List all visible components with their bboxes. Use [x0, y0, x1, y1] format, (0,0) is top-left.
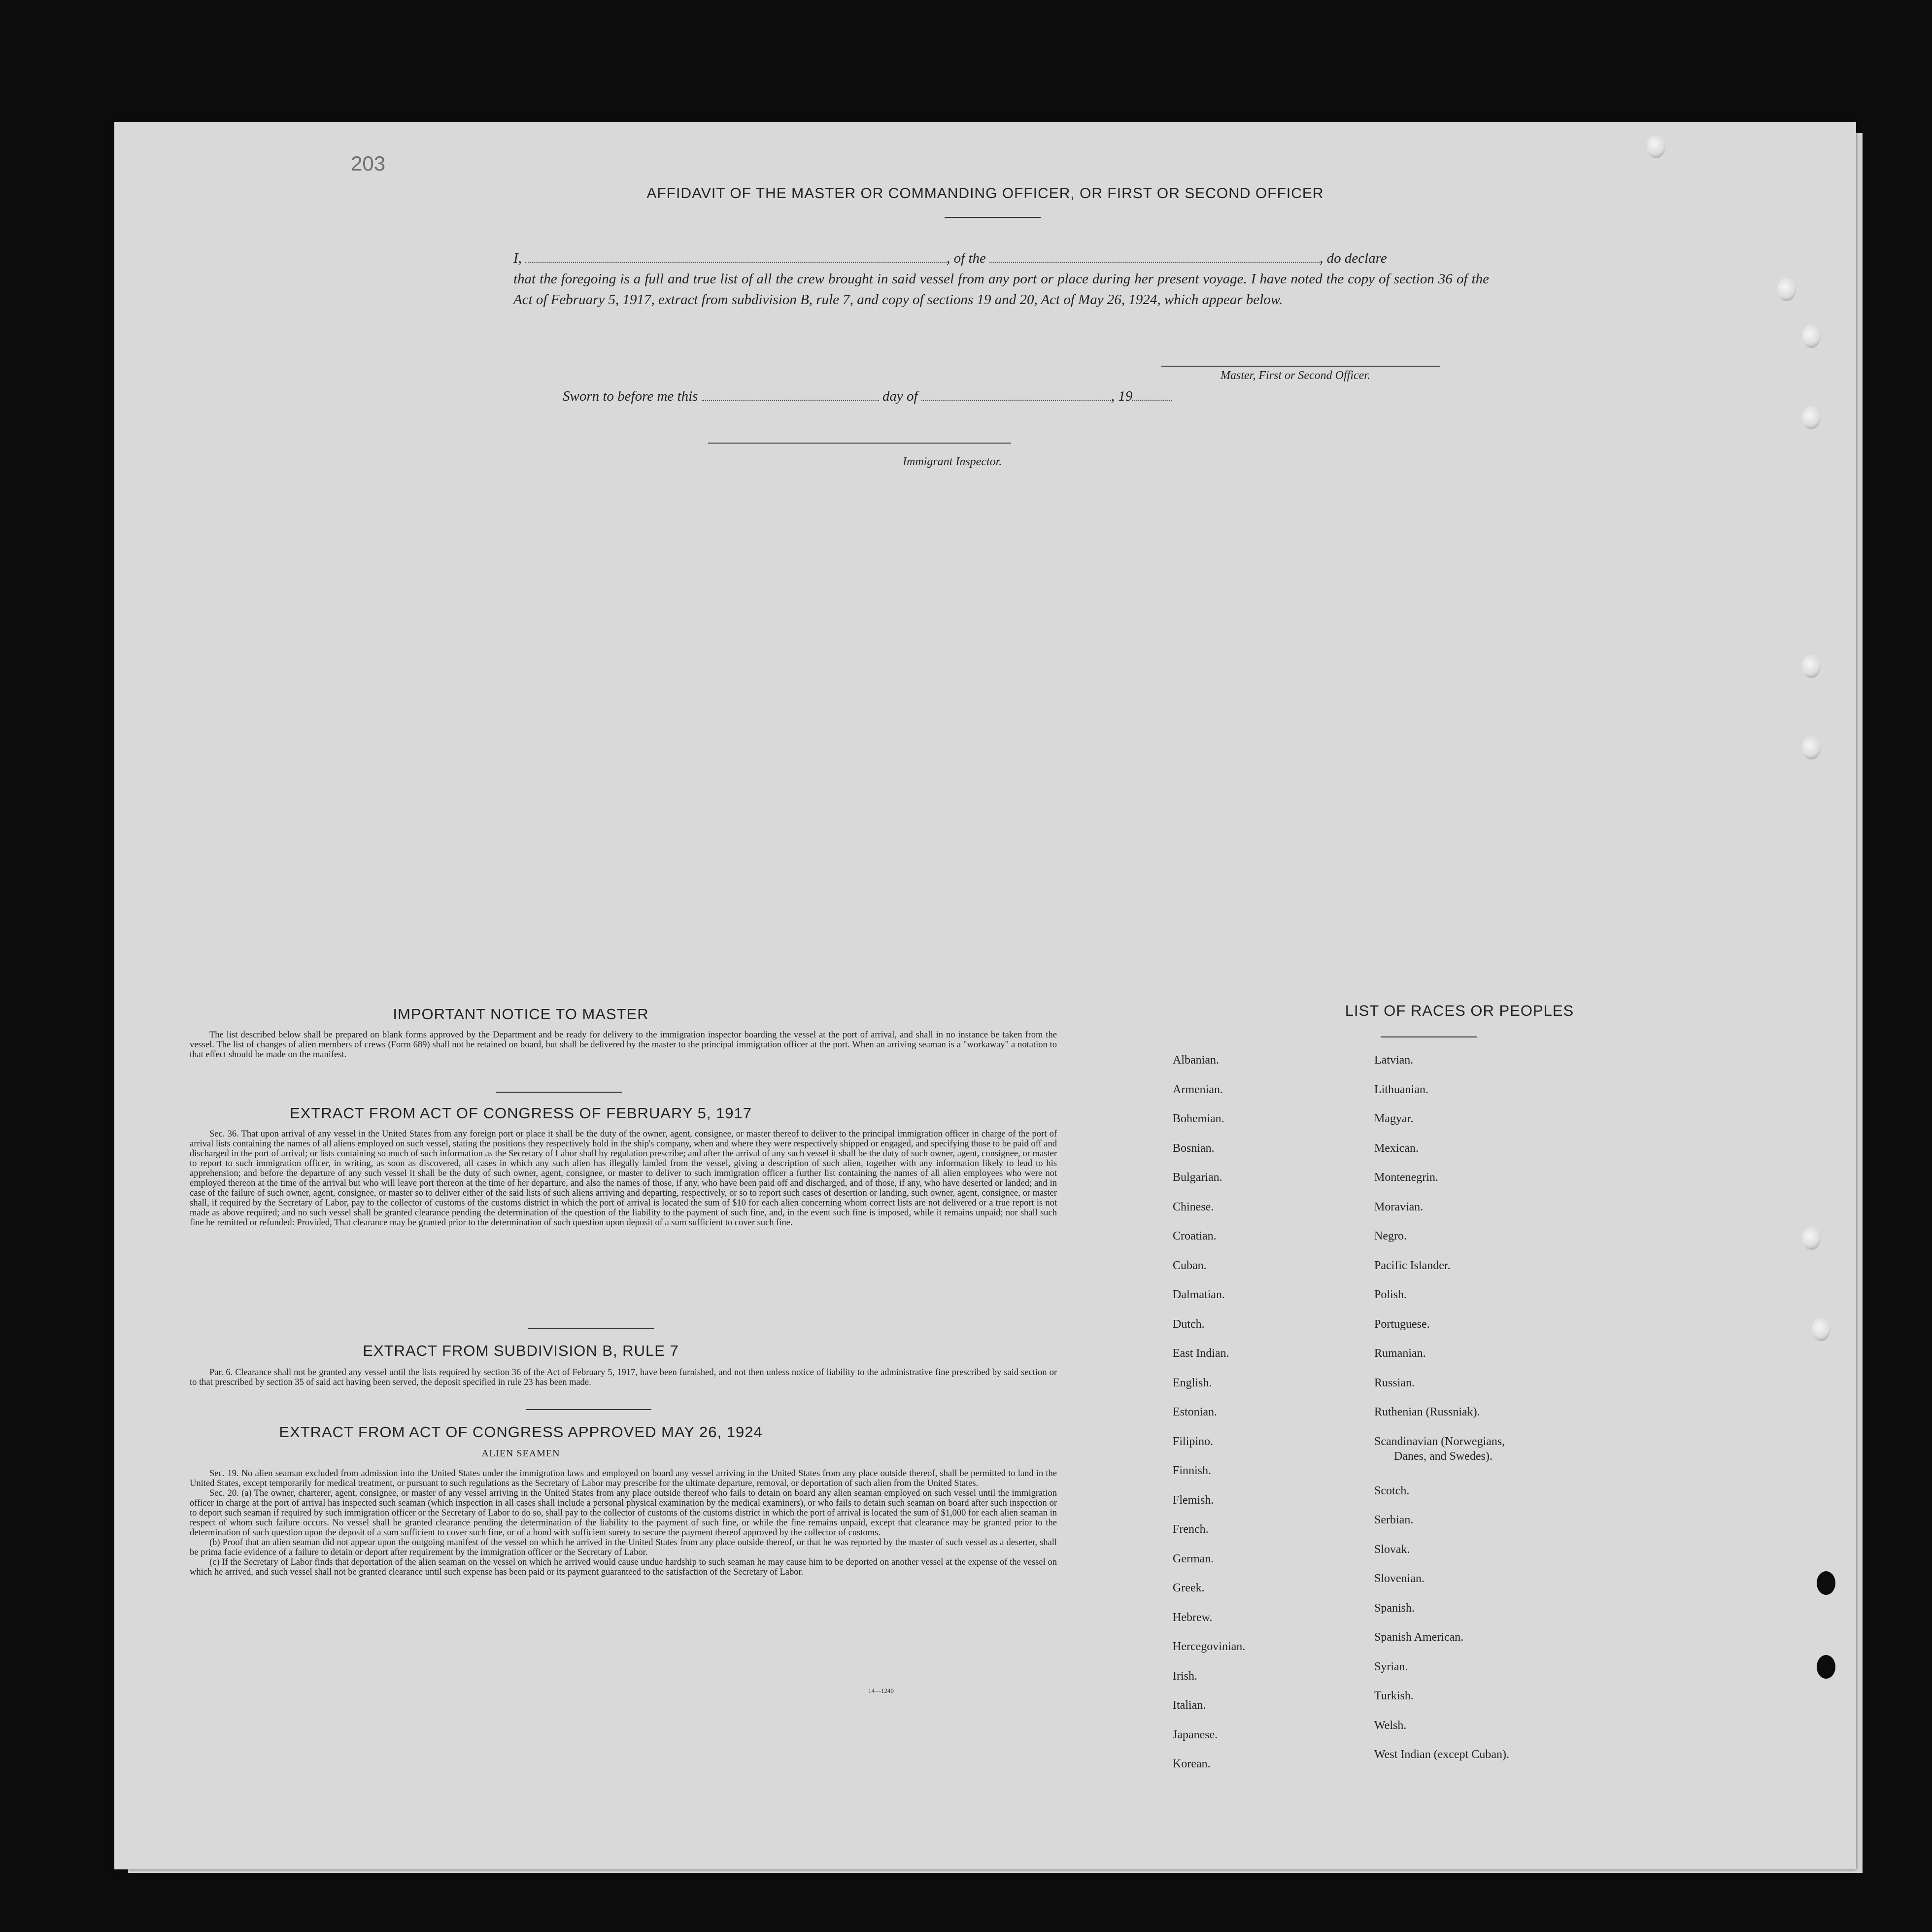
master-signature-line[interactable]: [1161, 366, 1440, 367]
punch-hole: [1817, 1571, 1835, 1595]
races-column-1: [1173, 1054, 1245, 1787]
race-item: Hercegovinian.: [1173, 1640, 1246, 1653]
race-item: West Indian (except Cuban).: [1374, 1748, 1509, 1761]
race-item: Latvian.: [1374, 1054, 1414, 1067]
punch-hole: [1802, 406, 1821, 429]
punch-hole: [1647, 135, 1665, 158]
page-stamp: 203: [351, 152, 386, 175]
race-item: French.: [1173, 1523, 1209, 1536]
race-item: Polish.: [1374, 1288, 1407, 1301]
declarant-prefix: I,: [513, 250, 526, 266]
race-item: Dalmatian.: [1173, 1288, 1225, 1301]
race-item: Serbian.: [1374, 1514, 1414, 1526]
race-item: Magyar.: [1374, 1112, 1414, 1125]
declare-suffix: , do declare: [1320, 250, 1387, 266]
race-item: Turkish.: [1374, 1690, 1414, 1702]
race-item: Italian.: [1173, 1699, 1206, 1712]
punch-hole: [1802, 1226, 1821, 1250]
sworn-line: [563, 388, 1172, 405]
punch-hole: [1802, 324, 1821, 348]
sworn-day-of: day of: [879, 388, 921, 404]
par-6-paragraph: Par. 6. Clearance shall not be granted any vessel until the lists required by section 36 of the Act of February 5, 1917, have been furnished, and not then unless notice of liability to the administrative fine prescribed by said section or to that prescribed by section 35 of said act having been served, the deposit specified in rule 23 has been made.: [190, 1368, 1057, 1387]
sworn-month-field[interactable]: [921, 390, 1111, 401]
sworn-year-prefix: , 19: [1111, 388, 1133, 404]
race-item: Greek.: [1173, 1582, 1205, 1594]
form-number: 14—1240: [868, 1687, 894, 1694]
section-rule: [496, 1092, 622, 1093]
race-item: Russian.: [1374, 1376, 1415, 1389]
race-item: Syrian.: [1374, 1660, 1408, 1673]
affidavit-title: AFFIDAVIT OF THE MASTER OR COMMANDING OFFICER, OR FIRST OR SECOND OFFICER: [646, 185, 1324, 202]
race-item: Mexican.: [1374, 1141, 1419, 1155]
race-item: Finnish.: [1173, 1464, 1212, 1477]
punch-hole: [1817, 1655, 1835, 1679]
section-rule: [528, 1328, 654, 1329]
race-item: Spanish.: [1374, 1601, 1415, 1615]
race-item: English.: [1173, 1376, 1212, 1389]
section-20a-paragraph: Sec. 20. (a) The owner, charterer, agent, consignee, or master of any vessel arriving in the United States from any place outside thereof who fails to detain on board any alien seaman employed on such vessel until the immigration officer in charge at the port of arrival has inspected such seaman (which inspection in all cases shall include a personal physical examination by the medical examiners), or who fails to detain such seaman on board after such inspection or to deport such seaman if required by such immigration officer or the Secretary of Labor to do so, shall pay to the collector of customs of the customs district in which the port of arrival is located the sum of $1,000 for each alien seaman in respect of whom such failure occurs. No vessel shall be granted clearance pending the determination of the liability to the payment of such fine, or while the fine remains unpaid, except that clearance may be granted prior to the determination of such question upon the deposit of a sum sufficient to cover such fine, or of a bond with sufficient surety to secure the payment thereof approved by the collector of customs.: [190, 1488, 1057, 1538]
section-36-paragraph: Sec. 36. That upon arrival of any vessel in the United States from any foreign port or place it shall be the duty of the owner, agent, consignee, or master thereof to deliver to the principal immigration officer in charge of the port of arrival lists containing the names of all aliens employed on such vessel, stating the positions they respectively hold in the ship's company, when and where they were respectively shipped or engaged, and specifying those to be paid off and discharged in the port of arrival; or lists containing so much of such information as the Secretary of Labor shall by regulation prescribe; and after the arrival of any such vessel it shall be the duty of such owner, agent, consignee, or master to report to such immigration officer, in writing, as soon as discovered, all cases in which any such alien has illegally landed from the vessel, giving a description of such alien, together with any information likely to lead to his apprehension; and before the departure of any such vessel it shall be the duty of such owner, agent, consignee, or master to deliver to such immigration officer a further list containing the names of all alien employees who were not employed thereon at the time of the arrival but who will leave port thereon at the time of her departure, and also the names of those, if any, who have been paid off and discharged, and of those, if any, who have deserted or landed; and in case of the failure of such owner, agent, consignee, or master so to deliver either of the said lists of such aliens arriving and departing, respectively, or so to report such cases of desertion or landing, such owner, agent, consignee, or master shall, if required by the Secretary of Labor, pay to the collector of customs of the customs district in which the port of arrival is located the sum of $10 for each alien concerning whom correct lists are not delivered or a true report is not made as above required; and no such vessel shall be granted clearance pending the determination of the question of the liability to the payment of such fine, and, in the event such fine is imposed, while it remains unpaid; nor shall such fine be remitted or refunded: Provided, That clearance may be granted prior to the determination of such question upon deposit of a sum sufficient to cover such fine.: [190, 1129, 1057, 1228]
section-20c-paragraph: (c) If the Secretary of Labor finds that deportation of the alien seaman on the vessel on which he arrived would cause undue hardship to such seaman he may cause him to be deported on another vessel at the expense of the vessel on which he arrived, and such vessel shall not be granted clearance until such expense has been paid or its payment guaranteed to the satisfaction of the Secretary of Labor.: [190, 1557, 1057, 1577]
punch-hole: [1802, 736, 1821, 759]
race-item: Ruthenian (Russniak).: [1374, 1406, 1480, 1418]
race-item: Bosnian.: [1173, 1141, 1215, 1155]
race-item: Japanese.: [1173, 1728, 1218, 1741]
inspector-caption: Immigrant Inspector.: [903, 455, 1002, 468]
sworn-day-field[interactable]: [702, 390, 879, 401]
race-item: Montenegrin.: [1374, 1171, 1438, 1184]
race-item: Flemish.: [1173, 1493, 1214, 1507]
race-item: Bulgarian.: [1173, 1171, 1222, 1184]
extract-1917-text: [190, 1129, 1057, 1228]
race-item: Welsh.: [1374, 1719, 1407, 1732]
race-item: East Indian.: [1173, 1347, 1229, 1360]
extract-1924-text: [190, 1469, 1057, 1577]
extract-rule7-text: [190, 1368, 1057, 1387]
race-item: Chinese.: [1173, 1200, 1214, 1213]
sworn-prefix: Sworn to before me this: [563, 388, 702, 404]
affidavit-text: [513, 248, 1489, 310]
race-item: Portuguese.: [1374, 1317, 1430, 1331]
title-rule: [945, 217, 1041, 218]
punch-hole: [1777, 277, 1796, 301]
races-title-rule: [1381, 1036, 1477, 1037]
race-item: Moravian.: [1374, 1200, 1424, 1213]
race-item: Croatian.: [1173, 1230, 1217, 1242]
race-item: Scotch.: [1374, 1484, 1410, 1497]
master-caption: Master, First or Second Officer.: [1220, 369, 1370, 382]
race-item: Dutch.: [1173, 1317, 1205, 1331]
race-item: Irish.: [1173, 1669, 1197, 1683]
races-column-2: [1374, 1054, 1509, 1778]
race-item: Filipino.: [1173, 1435, 1214, 1448]
sworn-year-field[interactable]: [1132, 390, 1172, 401]
race-item: Slovak.: [1374, 1543, 1410, 1556]
race-item: Spanish American.: [1374, 1631, 1464, 1644]
extract-rule7-title: EXTRACT FROM SUBDIVISION B, RULE 7: [363, 1342, 679, 1359]
section-20b-paragraph: (b) Proof that an alien seaman did not appear upon the outgoing manifest of the vessel on which he arrived in the United States from any place outside thereof, or that he was reported by the master of such vessel as a deserter, shall be prima facie evidence of a failure to detain or deport after requirement by the immigration officer or the Secretary of Labor.: [190, 1538, 1057, 1557]
race-item: Danes, and Swedes).: [1394, 1449, 1492, 1463]
race-item: Scandinavian (Norwegians,: [1374, 1435, 1505, 1448]
declarant-name-field[interactable]: [525, 252, 947, 263]
races-title: LIST OF RACES OR PEOPLES: [1345, 1002, 1574, 1019]
inspector-signature-line[interactable]: [708, 443, 1011, 444]
punch-hole: [1812, 1317, 1830, 1341]
section-rule: [526, 1409, 651, 1410]
race-item: Bohemian.: [1173, 1112, 1224, 1125]
alien-seamen-subtitle: ALIEN SEAMEN: [481, 1448, 560, 1459]
race-item: Estonian.: [1173, 1406, 1217, 1418]
notice-paragraph: The list described below shall be prepared on blank forms approved by the Department and be ready for delivery to the immigration inspector boarding the vessel at the port of arrival, and shall in no instance be taken from the vessel. The list of changes of alien members of crews (Form 689) shall not be retained on board, but shall be delivered by the master to the principal immigration officer at the port. When an arriving seaman is a "workaway" a notation to that effect should be made on the manifest.: [190, 1030, 1057, 1060]
race-item: Negro.: [1374, 1230, 1407, 1242]
declarant-line: [513, 248, 1489, 269]
race-item: Lithuanian.: [1374, 1083, 1428, 1096]
section-19-paragraph: Sec. 19. No alien seaman excluded from admission into the United States under the immigration laws and employed on board any vessel arriving in the United States from any place outside thereof, shall be permitted to land in the United States, except temporarily for medical treatment, or pursuant to such regulations as the Secretary of Labor may prescribe for the ultimate departure, removal, or deportation of such alien from the United States.: [190, 1469, 1057, 1488]
race-item: Slovenian.: [1374, 1572, 1424, 1585]
vessel-name-field[interactable]: [989, 252, 1320, 263]
race-item: German.: [1173, 1552, 1214, 1565]
race-item: Armenian.: [1173, 1083, 1223, 1096]
race-item: Cuban.: [1173, 1259, 1207, 1272]
notice-text: [190, 1030, 1057, 1060]
race-item: Hebrew.: [1173, 1611, 1213, 1624]
extract-1917-title: EXTRACT FROM ACT OF CONGRESS OF FEBRUARY 5, 1917: [289, 1104, 752, 1122]
race-item: Korean.: [1173, 1758, 1211, 1770]
affidavit-statement: that the foregoing is a full and true list of all the crew brought in said vessel from any port or place during her present voyage. I have noted the copy of section 36 of the Act of February 5, 1917, extract from subdivision B, rule 7, and copy of sections 19 and 20, Act of May 26, 1924, which appear below.: [513, 271, 1489, 308]
race-item: Pacific Islander.: [1374, 1259, 1451, 1272]
race-item: Albanian.: [1173, 1054, 1219, 1067]
document-page: [114, 122, 1856, 1869]
extract-1924-title: EXTRACT FROM ACT OF CONGRESS APPROVED MAY 26, 1924: [279, 1423, 763, 1441]
notice-title: IMPORTANT NOTICE TO MASTER: [393, 1005, 649, 1023]
punch-hole: [1802, 655, 1821, 678]
race-item: Rumanian.: [1374, 1347, 1426, 1360]
vessel-prefix: , of the: [947, 250, 990, 266]
